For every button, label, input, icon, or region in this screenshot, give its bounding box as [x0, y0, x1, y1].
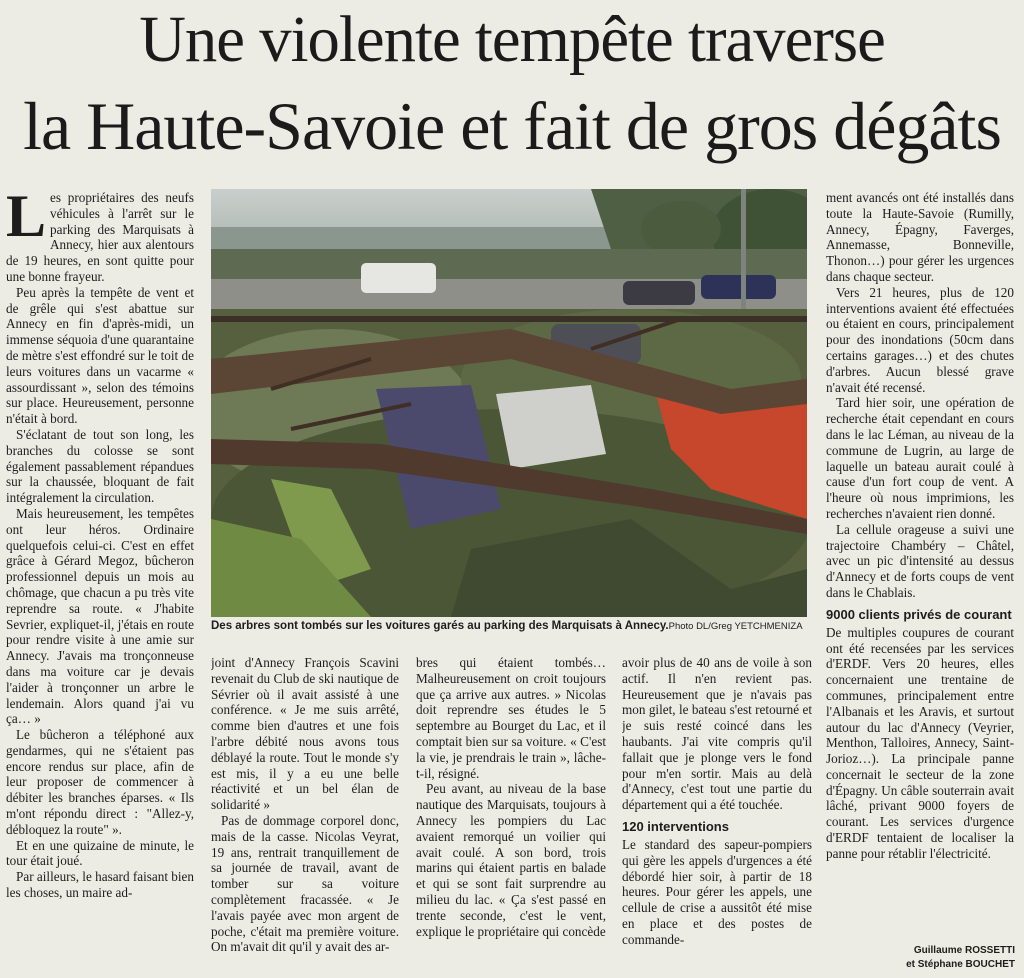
headline-line-2: la Haute-Savoie et fait de gros dégâts — [23, 88, 1001, 164]
paragraph: Pas de dommage corporel donc, mais de la casse. Nicolas Veyrat, 19 ans, rentrait tranquillement de sa journée de travail, avant de tomber sur sa voiture complètement fracassée. « Je l'avais payée avec mon argent de poche, c'était ma première voiture. On m'avait dit qu'il y avait des ar- — [211, 812, 399, 955]
paragraph: Le standard des sapeur-pompiers qui gère les appels d'urgences a été débordé hier soir, à partir de 18 heures. Pour gérer les appels, une cellule de crise a aussitôt été mise en place et des postes de commande- — [622, 836, 812, 947]
subheading-interventions: 120 interventions — [622, 818, 729, 834]
paragraph: Mais heureusement, les tempêtes ont leur héros. Ordinaire quelquefois celui-ci. C'est en effet grâce à Gérard Megoz, bûcheron professionnel depuis un mois au chômage, que chacun a pu très vite reprendre sa route. « J'habite Sevrier, expliquet-il, j'étais en route pour rendre visite à une amie sur Annecy. J'avais ma tronçonneuse dans ma voiture car je devais l'aider à tronçonner un arbre le lendemain. Alors quand j'ai vu ça… » — [6, 505, 194, 727]
caption-text: Des arbres sont tombés sur les voitures garés au parking des Marquisats à Annecy. — [211, 620, 669, 632]
paragraph: Vers 21 heures, plus de 120 interventions avaient été effectuées ou étaient en cours, principalement pour des inondations (50cm dans certains garages…) et des chutes d'arbres. Aucun blessé grave n'avait été recensé. — [826, 284, 1014, 395]
article-column-2 — [211, 655, 399, 978]
paragraph: S'éclatant de tout son long, les branches du colosse se sont également passablement répandues sur la chaussée, bloquant de fait intégralement la circulation. — [6, 426, 194, 506]
paragraph: Le bûcheron a téléphoné aux gendarmes, qui ne s'étaient pas encore rendus sur place, afin de leur proposer de commencer à débiter les branches éparses. « Ils m'ont répondu direct : "Allez-y, débloquez la route" ». — [6, 727, 194, 837]
paragraph: Tard hier soir, une opération de recherche était cependant en cours dans le lac Léman, au niveau de la commune de Lugrin, au large de laquelle un bateau aurait coulé à cause d'un fort coup de vent. A l'heure où nous imprimions, les recherches n'avaient rien donné. — [826, 395, 1014, 521]
paragraph: Et en une quizaine de minute, le tour était joué. — [6, 837, 194, 869]
paragraph: Par ailleurs, le hasard faisant bien les choses, un maire ad- — [6, 869, 194, 901]
storm-damage-photo — [211, 189, 807, 617]
headline-line-1: Une violente tempête traverse — [139, 3, 885, 76]
paragraph: Peu avant, au niveau de la base nautique des Marquisats, toujours à Annecy les pompiers du Lac avaient remorqué un voilier qui avait coulé. A son bord, trois marins qui étaient partis en balade et qui se sont fait surprendre au milieu du lac. « Ça s'est passé en trente seconde, c'est le vent, explique le propriétaire qui concède — [416, 781, 606, 939]
paragraph: bres qui étaient tombés… Malheureusement on croit toujours que ça arrive aux autres. » Nicolas doit reprendre ses études le 5 septembre au Bourget du Lac, et il comptait bien sur sa voiture. « C'est la vie, je prendrais le train », lâche-t-il, résigné. — [416, 655, 606, 781]
article-column-3 — [416, 655, 606, 978]
article-column-4 — [622, 655, 812, 978]
subheading-power-outage: 9000 clients privés de courant — [826, 606, 1012, 622]
byline — [880, 944, 1015, 972]
paragraph: avoir plus de 40 ans de voile à son actif. Il n'en revient pas. Heureusement que je n'avais pas mon gilet, le bateau s'est retourné et je suis resté coincé dans les haubants. J'ai vite compris qu'il fallait que je plonge vers le fond pour m'en sortir. Mais au delà d'Annecy, c'est tout une partie du département qui a été touchée. — [622, 655, 812, 813]
paragraph: Peu après la tempête de vent et de grêle qui s'est abattue sur Annecy en fin d'après-midi, un immense séquoia d'une quarantaine de mètre s'est effondré sur le toit de leurs voitures dans un vacarme « assourdissant », selon des témoins sur place. Heureusement, personne n'était à bord. — [6, 284, 194, 427]
author-2: et Stéphane BOUCHET — [906, 959, 1015, 970]
lead-paragraph: Les propriétaires des neufs véhicules à l'arrêt sur le parking des Marquisats à Annecy, hier aux alentours de 19 heures, en sont quitte pour une bonne frayeur. — [6, 190, 194, 284]
article-column-5 — [826, 190, 1014, 942]
article-column-1 — [6, 190, 194, 978]
paragraph: ment avancés ont été installés dans toute la Haute-Savoie (Rumilly, Annecy, Épagny, Faverges, Annemasse, Bonneville, Thonon…) pour gérer les urgences dans chaque secteur. — [826, 190, 1014, 284]
drop-cap: L — [6, 190, 47, 249]
photo-credit: Photo DL/Greg YETCHMENIZA — [668, 621, 803, 632]
paragraph: joint d'Annecy François Scavini revenait du Club de ski nautique de Sévrier où il avait assisté à une conférence. « Je me suis arrêté, comme bien d'autres et une fois l'arbre débité nous avons tous déblayé la route. Tout le monde s'y est mis, il y a eu une belle réactivité et un bel élan de solidarité » — [211, 655, 399, 813]
paragraph: La cellule orageuse a suivi une trajectoire Chambéry – Châtel, avec un pic d'intensité au dessus d'Annecy et de forts coups de vent dans le Chablais. — [826, 521, 1014, 600]
author-1: Guillaume ROSSETTI — [913, 945, 1015, 956]
paragraph: De multiples coupures de courant ont été recensées par les services d'ERDF. Vers 20 heures, elles concernaient une trentaine de communes, principalement entre l'Albanais et les Aravis, et surtout autour du lac d'Annecy (Veyrier, Menthon, Talloires, Annecy, Saint-Jorioz…). La principale panne concernait le secteur de la zone d'Épagny. Un câble souterrain avait lâché, privant 9000 foyers de courant. Les services d'urgence d'ERDF tentaient de localiser la panne pour rétablir l'électricité. — [826, 624, 1014, 861]
